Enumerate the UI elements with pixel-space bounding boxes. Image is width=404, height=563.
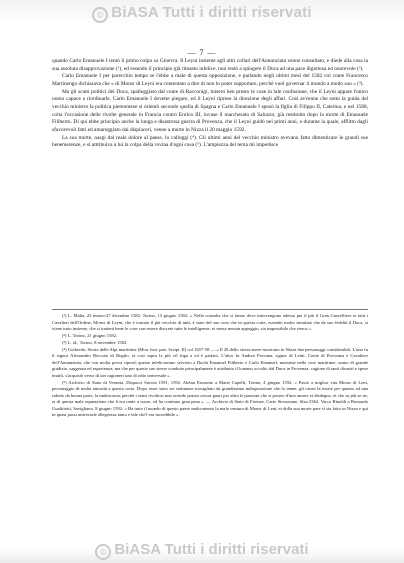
footnote: (⁵) Archivio di Stato di Venezia, Dispacci Savoia 1591, 1592. Aletan Fassonio a Marie Capelli, Torino, 4 giugno 1592: « Passò a miglior vita Monsr di Leni, personaggio di molta autorità a questa corte. Dopo esser stato sei settimane travagliato da grandissima indisposizione che lo tenne, gli causò la morte per quanto ad una ridotto da buona parte, la malinconia, perchè i sensi rivoltosi non avendo potuto cessar guari per altro le passioni che si posero d'uno amore et disdegno, et che su più se ne, et di questa mala reputazione che li era tanto a cuore, ed ha continuo gran pena ». — Archivio di Stato di Firenze, Carte Strozziane, filza 5362. Varco Rinaldi a Bernardo Gualtiiotti, Savigliano, 8 giugno 1592: « Ha tutto il mondo di questo paese malcontento la mala ventura di Monsr di Leni, et dolla sua morte pare sì sia fatto in Nizza e qui in quasi passi universale allegrezza tanto e tale che'l era incredibile ».	[52, 379, 368, 418]
footnote: (¹) L. Malia, 23 marzo-27 dicembre 1582. Torino, 13 giugno 1582: « Nella consulta che si fanno dove intervengono adesso per il più il Gran Cancelliere et tutti i Cavalieri dell'Ordine, Monsr di Leyni, che è tornato il più vecchio di tutti, è stato del suo voto che in questa corte, essendo molto simulato che da suo fedeltà il Duca, si viene tutto insieme, che si tratterà bene le cose con essere discrete tutte le intelligenze, et senza nessun appoggio, sia impossibile che riesca ».	[52, 313, 368, 332]
body-paragraph: Ma gli scatti politici del Duca, spalleggiato dal conte di Racconigi, misero ben presto le cose in tale confusione, che il Leyni appare l'unico uomo capace a riordinarle. Carlo Emanuele I dovette piegare, ed il Leyni riprese la direzione degli affari. Così avvenne che sotto la guida del vecchio ministro la politica piemontese si orientò secondo quella di Spagna e Carlo Emanuele I sposò la figlia di Filippo II, Caterina, e nel 1588, colta l'occasione delle rivolte generale in Francia contro Enrico III, invase il marchesato di Saluzzo, già restituito dopo la morte di Emanuele Filiberto. Di qui ebbe principio anche la lunga e disastrosa guerra di Provenza, che il Leyni guidò nei primi anni, e durante la quale, afflitto dagli sfavorevoli fatti ed amareggiato dai dispiaceri, venne a morte in Nizza il 20 maggio 1592.	[52, 88, 368, 133]
biasa-logo-icon: ©	[92, 7, 108, 23]
watermark-top-text: BiASA Tutti i diritti riservati	[111, 4, 312, 21]
watermark-top	[0, 4, 404, 23]
biasa-logo-icon: ©	[95, 544, 111, 560]
body-paragraph: La sua morte, nasgi dal reale dolore al paese, lo calloggi (⁴). Gli ultimi anni del vecchio ministro avevano fatto dimenticare le grandi sue benemerenze, e si attribuiva a lui la colpa della rovina d'ogni cosa (⁵). L'ampiezza del tema mi impedisce	[52, 134, 368, 149]
footnote-divider	[52, 309, 368, 310]
body-paragraph: quando Carlo Emanuele I tentò il primo colpo su Ginevra. Il Leyni insieme agli altri collari dell'Annunziata venne consultato, e diede alla cosa la sua assoluta disapprovazione (¹), ed essendo il principio già rimasto infelice, non restò a spingere il Duca ad una pace dignitosa ed onorevole (²).	[52, 58, 368, 72]
body-text	[52, 58, 368, 150]
footnote: (⁴) Gothredo, Storia delle Alpi marittime (Mon. hist. patr. Script. II) col 1657-58 — « Il 29 dello stesso mese morirono in Nizza due personaggi considerabili. L'uno fu il signor Alessandro Beccuto di Boglio, et così sopra la più vil fuga a ed è parlato. L'altro fu Andrea Provana, signor di Leini, Conte di Provenza e Cavaliere dell'Annunziata, che con molta prova riportò questo infelicissimo servizio a Duchi Emanuel Filiberto e Carlo Emanuel, massime nelle cose marittime, uomo di grande giudizio, saggezza ed esperienza; ma che per queste sue stesse condotte principalmente è attribuito il lontano occulto dal Duca in Provenza, cagione di tanti disastri e spese inutili, s'acquistò verso di tan cagioneri uno di odio universale ».	[52, 346, 368, 378]
watermark-bottom	[0, 541, 404, 560]
page-number: — 7 —	[187, 48, 217, 57]
body-paragraph: Carlo Emanuele I per parecchio tempo se l'ebbe a male di questa opposizione, e parlando negli ultimi mesi del 1582 col conte Francesco Martinengo dichiarava che « di Monsr di Leyni era contentato a dire di non lo poter sopportare, perchè vuol governar il mondo a modo suo » (³).	[52, 73, 368, 87]
footnotes	[52, 313, 368, 419]
watermark-bottom-text: BiASA Tutti i diritti riservati	[114, 541, 309, 558]
footnote: (²) L. Torino, 21 giugno 1582.	[62, 332, 118, 338]
footnote: (³) L. id., Torino, 8 novembre 1582.	[62, 339, 128, 345]
